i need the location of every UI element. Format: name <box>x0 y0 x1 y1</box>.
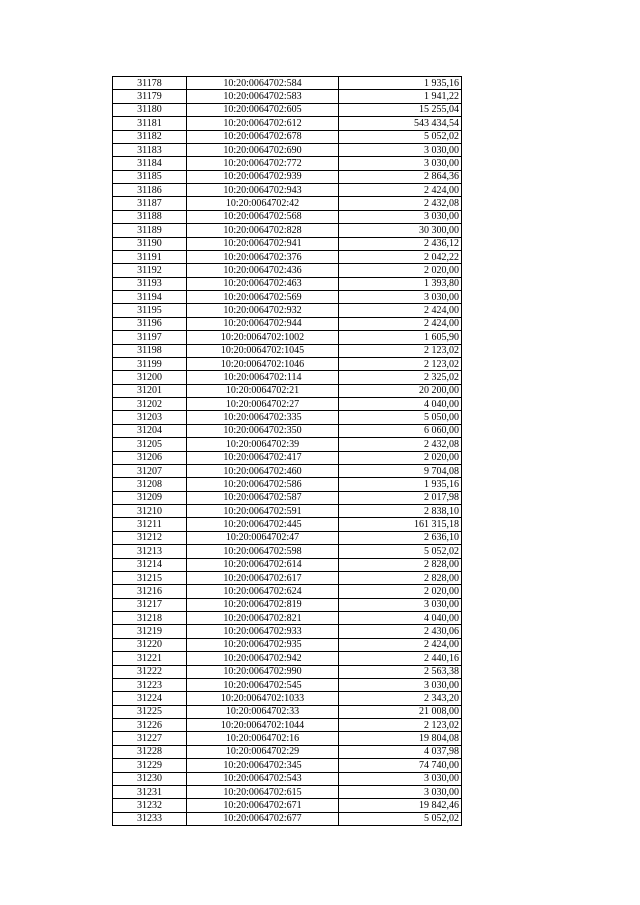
cadastral-number-cell: 10:20:0064702:1045 <box>187 344 339 357</box>
row-number-cell: 31199 <box>113 357 187 370</box>
table-row <box>113 371 462 384</box>
cadastral-number-cell: 10:20:0064702:1046 <box>187 357 339 370</box>
row-number-cell: 31210 <box>113 505 187 518</box>
row-number-cell: 31211 <box>113 518 187 531</box>
table-row <box>113 598 462 611</box>
row-number-cell: 31223 <box>113 678 187 691</box>
row-number-cell: 31197 <box>113 331 187 344</box>
row-number-cell: 31183 <box>113 143 187 156</box>
value-cell: 543 434,54 <box>339 117 462 130</box>
value-cell: 4 040,00 <box>339 612 462 625</box>
value-cell: 2 563,38 <box>339 665 462 678</box>
row-number-cell: 31178 <box>113 77 187 90</box>
table-row <box>113 130 462 143</box>
value-cell: 2 828,00 <box>339 558 462 571</box>
row-number-cell: 31204 <box>113 424 187 437</box>
value-cell: 2 017,98 <box>339 491 462 504</box>
table-row <box>113 197 462 210</box>
value-cell: 3 030,00 <box>339 157 462 170</box>
table-row <box>113 264 462 277</box>
value-cell: 1 941,22 <box>339 90 462 103</box>
cadastral-number-cell: 10:20:0064702:678 <box>187 130 339 143</box>
cadastral-number-cell: 10:20:0064702:345 <box>187 759 339 772</box>
table-row <box>113 117 462 130</box>
cadastral-number-cell: 10:20:0064702:417 <box>187 451 339 464</box>
cadastral-number-cell: 10:20:0064702:624 <box>187 585 339 598</box>
table-row <box>113 90 462 103</box>
cadastral-number-cell: 10:20:0064702:612 <box>187 117 339 130</box>
cadastral-number-cell: 10:20:0064702:615 <box>187 785 339 798</box>
cadastral-number-cell: 10:20:0064702:584 <box>187 77 339 90</box>
row-number-cell: 31195 <box>113 304 187 317</box>
table-row <box>113 665 462 678</box>
table-row <box>113 732 462 745</box>
row-number-cell: 31207 <box>113 464 187 477</box>
value-cell: 5 050,00 <box>339 411 462 424</box>
table-row <box>113 384 462 397</box>
row-number-cell: 31226 <box>113 719 187 732</box>
row-number-cell: 31229 <box>113 759 187 772</box>
cadastral-number-cell: 10:20:0064702:935 <box>187 638 339 651</box>
value-cell: 6 060,00 <box>339 424 462 437</box>
value-cell: 2 838,10 <box>339 505 462 518</box>
row-number-cell: 31230 <box>113 772 187 785</box>
table-row <box>113 398 462 411</box>
row-number-cell: 31194 <box>113 291 187 304</box>
row-number-cell: 31225 <box>113 705 187 718</box>
value-cell: 4 037,98 <box>339 745 462 758</box>
value-cell: 3 030,00 <box>339 210 462 223</box>
value-cell: 1 935,16 <box>339 478 462 491</box>
table-row <box>113 438 462 451</box>
row-number-cell: 31203 <box>113 411 187 424</box>
row-number-cell: 31227 <box>113 732 187 745</box>
cadastral-number-cell: 10:20:0064702:944 <box>187 317 339 330</box>
cadastral-number-cell: 10:20:0064702:27 <box>187 398 339 411</box>
cadastral-number-cell: 10:20:0064702:591 <box>187 505 339 518</box>
row-number-cell: 31201 <box>113 384 187 397</box>
value-cell: 1 605,90 <box>339 331 462 344</box>
cadastral-number-cell: 10:20:0064702:933 <box>187 625 339 638</box>
value-cell: 2 636,10 <box>339 531 462 544</box>
table-row <box>113 464 462 477</box>
cadastral-number-cell: 10:20:0064702:114 <box>187 371 339 384</box>
cadastral-number-cell: 10:20:0064702:939 <box>187 170 339 183</box>
value-cell: 161 315,18 <box>339 518 462 531</box>
value-cell: 2 436,12 <box>339 237 462 250</box>
table-body <box>113 77 462 826</box>
row-number-cell: 31188 <box>113 210 187 223</box>
table-row <box>113 612 462 625</box>
value-cell: 2 123,02 <box>339 357 462 370</box>
cadastral-number-cell: 10:20:0064702:29 <box>187 745 339 758</box>
row-number-cell: 31180 <box>113 103 187 116</box>
value-cell: 3 030,00 <box>339 598 462 611</box>
row-number-cell: 31232 <box>113 799 187 812</box>
cadastral-number-cell: 10:20:0064702:569 <box>187 291 339 304</box>
table-row <box>113 224 462 237</box>
table-row <box>113 491 462 504</box>
table-row <box>113 237 462 250</box>
table-row <box>113 759 462 772</box>
value-cell: 2 430,06 <box>339 625 462 638</box>
cadastral-number-cell: 10:20:0064702:1002 <box>187 331 339 344</box>
row-number-cell: 31184 <box>113 157 187 170</box>
table-row <box>113 692 462 705</box>
table-row <box>113 344 462 357</box>
row-number-cell: 31200 <box>113 371 187 384</box>
table-row <box>113 719 462 732</box>
cadastral-number-cell: 10:20:0064702:828 <box>187 224 339 237</box>
table-row <box>113 291 462 304</box>
cadastral-number-cell: 10:20:0064702:942 <box>187 652 339 665</box>
cadastral-number-cell: 10:20:0064702:460 <box>187 464 339 477</box>
cadastral-number-cell: 10:20:0064702:690 <box>187 143 339 156</box>
cadastral-number-cell: 10:20:0064702:445 <box>187 518 339 531</box>
row-number-cell: 31222 <box>113 665 187 678</box>
row-number-cell: 31217 <box>113 598 187 611</box>
row-number-cell: 31224 <box>113 692 187 705</box>
row-number-cell: 31186 <box>113 184 187 197</box>
value-cell: 2 440,16 <box>339 652 462 665</box>
table-row <box>113 184 462 197</box>
table-row <box>113 531 462 544</box>
cadastral-number-cell: 10:20:0064702:617 <box>187 571 339 584</box>
table-row <box>113 77 462 90</box>
value-cell: 2 123,02 <box>339 719 462 732</box>
row-number-cell: 31218 <box>113 612 187 625</box>
row-number-cell: 31189 <box>113 224 187 237</box>
table-row <box>113 518 462 531</box>
cadastral-number-cell: 10:20:0064702:33 <box>187 705 339 718</box>
value-cell: 20 200,00 <box>339 384 462 397</box>
value-cell: 3 030,00 <box>339 291 462 304</box>
cadastral-number-cell: 10:20:0064702:350 <box>187 424 339 437</box>
row-number-cell: 31193 <box>113 277 187 290</box>
value-cell: 5 052,02 <box>339 545 462 558</box>
row-number-cell: 31216 <box>113 585 187 598</box>
value-cell: 21 008,00 <box>339 705 462 718</box>
table-row <box>113 545 462 558</box>
cadastral-number-cell: 10:20:0064702:463 <box>187 277 339 290</box>
cadastral-number-cell: 10:20:0064702:376 <box>187 250 339 263</box>
cadastral-number-cell: 10:20:0064702:545 <box>187 678 339 691</box>
value-cell: 74 740,00 <box>339 759 462 772</box>
row-number-cell: 31213 <box>113 545 187 558</box>
row-number-cell: 31192 <box>113 264 187 277</box>
value-cell: 2 020,00 <box>339 451 462 464</box>
table-row <box>113 505 462 518</box>
value-cell: 9 704,08 <box>339 464 462 477</box>
row-number-cell: 31215 <box>113 571 187 584</box>
table-row <box>113 143 462 156</box>
row-number-cell: 31231 <box>113 785 187 798</box>
cadastral-number-cell: 10:20:0064702:1044 <box>187 719 339 732</box>
table-row <box>113 705 462 718</box>
table-row <box>113 317 462 330</box>
value-cell: 2 042,22 <box>339 250 462 263</box>
row-number-cell: 31212 <box>113 531 187 544</box>
cadastral-number-cell: 10:20:0064702:47 <box>187 531 339 544</box>
table-row <box>113 652 462 665</box>
table-row <box>113 250 462 263</box>
cadastral-number-cell: 10:20:0064702:568 <box>187 210 339 223</box>
value-cell: 3 030,00 <box>339 772 462 785</box>
cadastral-number-cell: 10:20:0064702:21 <box>187 384 339 397</box>
value-cell: 2 020,00 <box>339 264 462 277</box>
cadastral-number-cell: 10:20:0064702:39 <box>187 438 339 451</box>
cadastral-number-cell: 10:20:0064702:605 <box>187 103 339 116</box>
row-number-cell: 31209 <box>113 491 187 504</box>
value-cell: 4 040,00 <box>339 398 462 411</box>
row-number-cell: 31181 <box>113 117 187 130</box>
cadastral-number-cell: 10:20:0064702:16 <box>187 732 339 745</box>
table-row <box>113 451 462 464</box>
table-row <box>113 478 462 491</box>
table-row <box>113 170 462 183</box>
table-row <box>113 411 462 424</box>
row-number-cell: 31205 <box>113 438 187 451</box>
cadastral-number-cell: 10:20:0064702:586 <box>187 478 339 491</box>
cadastral-number-cell: 10:20:0064702:335 <box>187 411 339 424</box>
cadastral-number-cell: 10:20:0064702:598 <box>187 545 339 558</box>
table-row <box>113 678 462 691</box>
row-number-cell: 31191 <box>113 250 187 263</box>
cadastral-number-cell: 10:20:0064702:941 <box>187 237 339 250</box>
value-cell: 2 864,36 <box>339 170 462 183</box>
row-number-cell: 31185 <box>113 170 187 183</box>
row-number-cell: 31190 <box>113 237 187 250</box>
cadastral-number-cell: 10:20:0064702:772 <box>187 157 339 170</box>
table-row <box>113 585 462 598</box>
table-row <box>113 304 462 317</box>
value-cell: 3 030,00 <box>339 143 462 156</box>
cadastral-number-cell: 10:20:0064702:943 <box>187 184 339 197</box>
value-cell: 19 804,08 <box>339 732 462 745</box>
row-number-cell: 31221 <box>113 652 187 665</box>
row-number-cell: 31182 <box>113 130 187 143</box>
value-cell: 2 424,00 <box>339 638 462 651</box>
value-cell: 3 030,00 <box>339 678 462 691</box>
value-cell: 2 828,00 <box>339 571 462 584</box>
cadastral-number-cell: 10:20:0064702:587 <box>187 491 339 504</box>
row-number-cell: 31206 <box>113 451 187 464</box>
cadastral-number-cell: 10:20:0064702:614 <box>187 558 339 571</box>
cadastral-number-cell: 10:20:0064702:932 <box>187 304 339 317</box>
table-row <box>113 357 462 370</box>
value-cell: 2 325,02 <box>339 371 462 384</box>
value-cell: 2 020,00 <box>339 585 462 598</box>
cadastral-number-cell: 10:20:0064702:671 <box>187 799 339 812</box>
table-row <box>113 638 462 651</box>
table-row <box>113 571 462 584</box>
table-row <box>113 772 462 785</box>
cadastral-value-table <box>112 76 462 826</box>
table-row <box>113 157 462 170</box>
row-number-cell: 31219 <box>113 625 187 638</box>
table-row <box>113 812 462 825</box>
row-number-cell: 31214 <box>113 558 187 571</box>
row-number-cell: 31208 <box>113 478 187 491</box>
table-row <box>113 799 462 812</box>
value-cell: 2 424,00 <box>339 317 462 330</box>
cadastral-number-cell: 10:20:0064702:436 <box>187 264 339 277</box>
table-row <box>113 424 462 437</box>
row-number-cell: 31187 <box>113 197 187 210</box>
value-cell: 5 052,02 <box>339 812 462 825</box>
table-row <box>113 331 462 344</box>
row-number-cell: 31228 <box>113 745 187 758</box>
cadastral-number-cell: 10:20:0064702:42 <box>187 197 339 210</box>
row-number-cell: 31196 <box>113 317 187 330</box>
value-cell: 15 255,04 <box>339 103 462 116</box>
table-row <box>113 103 462 116</box>
row-number-cell: 31179 <box>113 90 187 103</box>
value-cell: 2 343,20 <box>339 692 462 705</box>
cadastral-number-cell: 10:20:0064702:819 <box>187 598 339 611</box>
cadastral-number-cell: 10:20:0064702:583 <box>187 90 339 103</box>
table-row <box>113 277 462 290</box>
cadastral-number-cell: 10:20:0064702:1033 <box>187 692 339 705</box>
row-number-cell: 31233 <box>113 812 187 825</box>
value-cell: 2 424,00 <box>339 304 462 317</box>
value-cell: 1 935,16 <box>339 77 462 90</box>
cadastral-number-cell: 10:20:0064702:543 <box>187 772 339 785</box>
value-cell: 2 123,02 <box>339 344 462 357</box>
value-cell: 2 432,08 <box>339 438 462 451</box>
value-cell: 3 030,00 <box>339 785 462 798</box>
value-cell: 2 432,08 <box>339 197 462 210</box>
cadastral-number-cell: 10:20:0064702:990 <box>187 665 339 678</box>
table-row <box>113 625 462 638</box>
cadastral-number-cell: 10:20:0064702:677 <box>187 812 339 825</box>
row-number-cell: 31202 <box>113 398 187 411</box>
table-row <box>113 785 462 798</box>
row-number-cell: 31220 <box>113 638 187 651</box>
value-cell: 30 300,00 <box>339 224 462 237</box>
row-number-cell: 31198 <box>113 344 187 357</box>
value-cell: 1 393,80 <box>339 277 462 290</box>
table-row <box>113 210 462 223</box>
table-row <box>113 558 462 571</box>
cadastral-number-cell: 10:20:0064702:821 <box>187 612 339 625</box>
table-row <box>113 745 462 758</box>
value-cell: 19 842,46 <box>339 799 462 812</box>
value-cell: 2 424,00 <box>339 184 462 197</box>
value-cell: 5 052,02 <box>339 130 462 143</box>
